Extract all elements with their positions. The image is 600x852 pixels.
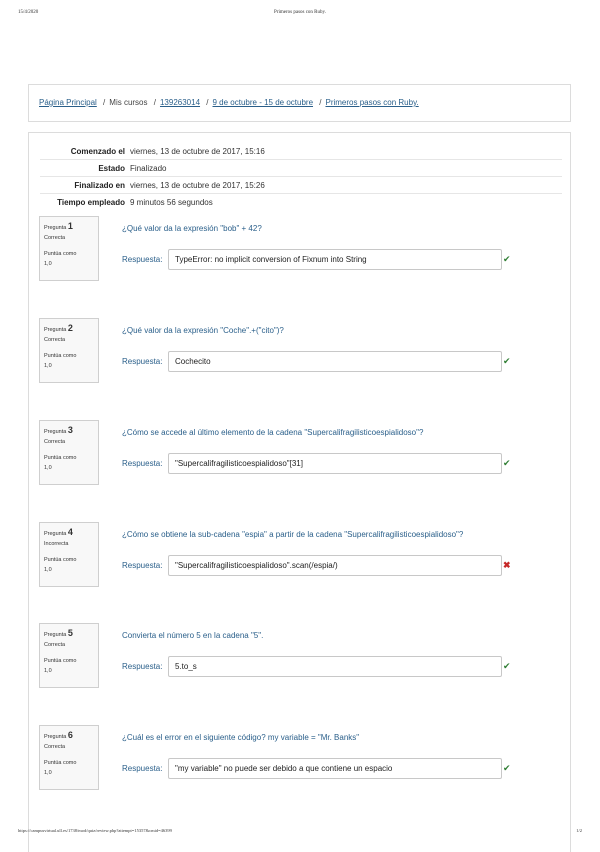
summary-value: viernes, 13 de octubre de 2017, 15:26 bbox=[130, 177, 562, 194]
question-mark-label: Puntúa como bbox=[44, 658, 77, 664]
question-grade bbox=[44, 351, 94, 371]
question-grade bbox=[44, 555, 94, 575]
summary-label: Finalizado en bbox=[40, 177, 130, 194]
answer-field-3[interactable]: "Supercalifragilisticoespialidoso"[31] bbox=[168, 453, 502, 474]
summary-row bbox=[40, 194, 562, 211]
question-grade bbox=[44, 758, 94, 778]
question-prefix: Pregunta bbox=[44, 225, 67, 231]
print-header bbox=[18, 10, 582, 20]
question-number bbox=[44, 425, 94, 435]
question-mark-label: Puntúa como bbox=[44, 455, 77, 461]
question-grade bbox=[44, 453, 94, 473]
question-state: Correcta bbox=[44, 235, 66, 241]
attempt-summary-table bbox=[40, 143, 562, 210]
answer-field-6[interactable]: "my variable" no puede ser debido a que contiene un espacio bbox=[168, 758, 502, 779]
question-prefix: Pregunta bbox=[44, 327, 67, 333]
question-mark-value: 1,0 bbox=[44, 363, 52, 369]
question-number-value: 4 bbox=[67, 527, 73, 537]
breadcrumb-separator: / bbox=[103, 98, 106, 107]
answer-label: Respuesta: bbox=[122, 459, 163, 468]
question-mark-label: Puntúa como bbox=[44, 353, 77, 359]
check-icon: ✔ bbox=[503, 661, 511, 671]
question-number bbox=[44, 221, 94, 231]
answer-field-5[interactable]: 5.to_s bbox=[168, 656, 502, 677]
answer-field-2[interactable]: Cochecito bbox=[168, 351, 502, 372]
question-number-value: 5 bbox=[67, 628, 73, 638]
question-text-4: ¿Cómo se obtiene la sub-cadena "espia" a partir de la cadena "Supercalifragilisticoespialidoso"? bbox=[122, 530, 464, 539]
answer-label: Respuesta: bbox=[122, 561, 163, 570]
breadcrumb-quiz-link[interactable]: Primeros pasos con Ruby. bbox=[325, 98, 419, 107]
answer-label: Respuesta: bbox=[122, 764, 163, 773]
print-footer bbox=[18, 828, 582, 838]
answer-field-1[interactable]: TypeError: no implicit conversion of Fixnum into String bbox=[168, 249, 502, 270]
question-number bbox=[44, 628, 94, 638]
question-info-4 bbox=[39, 522, 99, 587]
question-state: Incorrecta bbox=[44, 541, 69, 547]
summary-row bbox=[40, 143, 562, 160]
breadcrumb-my-courses: Mis cursos bbox=[109, 98, 148, 107]
answer-label: Respuesta: bbox=[122, 662, 163, 671]
print-title: Primeros pasos con Ruby. bbox=[274, 10, 326, 15]
breadcrumb bbox=[39, 98, 419, 107]
summary-value: Finalizado bbox=[130, 160, 562, 177]
question-number-value: 6 bbox=[67, 730, 73, 740]
question-number bbox=[44, 527, 94, 537]
question-state: Correcta bbox=[44, 642, 66, 648]
check-icon: ✔ bbox=[503, 254, 511, 264]
question-info-5 bbox=[39, 623, 99, 688]
answer-field-4[interactable]: "Supercalifragilisticoespialidoso".scan(/espia/) bbox=[168, 555, 502, 576]
check-icon: ✔ bbox=[503, 458, 511, 468]
answer-label: Respuesta: bbox=[122, 255, 163, 264]
summary-value: viernes, 13 de octubre de 2017, 15:16 bbox=[130, 146, 265, 156]
question-mark-value: 1,0 bbox=[44, 668, 52, 674]
question-info-3 bbox=[39, 420, 99, 485]
question-text-5: Convierta el número 5 en la cadena "5". bbox=[122, 631, 264, 640]
question-prefix: Pregunta bbox=[44, 632, 67, 638]
print-page-number: 1/2 bbox=[576, 828, 582, 833]
summary-label: Tiempo empleado bbox=[40, 194, 130, 211]
question-number-value: 3 bbox=[67, 425, 73, 435]
question-grade bbox=[44, 656, 94, 676]
question-text-2: ¿Qué valor da la expresión "Coche".+("cito")? bbox=[122, 326, 284, 335]
quiz-review-region bbox=[28, 132, 571, 852]
question-text-6: ¿Cuál es el error en el siguiente código? my variable = "Mr. Banks" bbox=[122, 733, 360, 742]
question-mark-value: 1,0 bbox=[44, 567, 52, 573]
question-mark-label: Puntúa como bbox=[44, 760, 77, 766]
breadcrumb-course-link[interactable]: 139263014 bbox=[159, 98, 201, 107]
question-number-value: 1 bbox=[67, 221, 73, 231]
cross-icon: ✖ bbox=[503, 560, 511, 570]
question-state: Correcta bbox=[44, 744, 66, 750]
summary-label: Estado bbox=[40, 160, 130, 177]
question-prefix: Pregunta bbox=[44, 734, 67, 740]
question-mark-label: Puntúa como bbox=[44, 557, 77, 563]
question-state: Correcta bbox=[44, 439, 66, 445]
breadcrumb-separator: / bbox=[319, 98, 322, 107]
breadcrumb-box bbox=[28, 84, 571, 122]
summary-value: 9 minutos 56 segundos bbox=[130, 194, 562, 211]
summary-row bbox=[40, 160, 562, 177]
question-number bbox=[44, 730, 94, 740]
question-info-6 bbox=[39, 725, 99, 790]
breadcrumb-section-link[interactable]: 9 de octubre - 15 de octubre bbox=[212, 98, 314, 107]
breadcrumb-separator: / bbox=[153, 98, 156, 107]
question-mark-value: 1,0 bbox=[44, 261, 52, 267]
check-icon: ✔ bbox=[503, 763, 511, 773]
print-url: https://campusvirtual.ull.es/1738/mod/quiz/review.php?attempt=15357&cmid=46399 bbox=[18, 828, 172, 833]
question-text-1: ¿Qué valor da la expresión "bob" + 42? bbox=[122, 224, 262, 233]
question-info-1 bbox=[39, 216, 99, 281]
question-state: Correcta bbox=[44, 337, 66, 343]
answer-label: Respuesta: bbox=[122, 357, 163, 366]
question-number bbox=[44, 323, 94, 333]
question-number-value: 2 bbox=[67, 323, 73, 333]
breadcrumb-home-link[interactable]: Página Principal bbox=[39, 98, 97, 107]
question-mark-label: Puntúa como bbox=[44, 251, 77, 257]
print-date: 15/4/2020 bbox=[18, 10, 39, 15]
question-grade bbox=[44, 249, 94, 269]
summary-row bbox=[40, 177, 562, 194]
question-mark-value: 1,0 bbox=[44, 465, 52, 471]
check-icon: ✔ bbox=[503, 356, 511, 366]
question-mark-value: 1,0 bbox=[44, 770, 52, 776]
question-prefix: Pregunta bbox=[44, 429, 67, 435]
question-prefix: Pregunta bbox=[44, 531, 67, 537]
summary-label: Comenzado el bbox=[70, 146, 125, 156]
question-info-2 bbox=[39, 318, 99, 383]
question-text-3: ¿Cómo se accede al último elemento de la cadena "Supercalifragilisticoespialidoso"? bbox=[122, 428, 424, 437]
breadcrumb-separator: / bbox=[206, 98, 209, 107]
